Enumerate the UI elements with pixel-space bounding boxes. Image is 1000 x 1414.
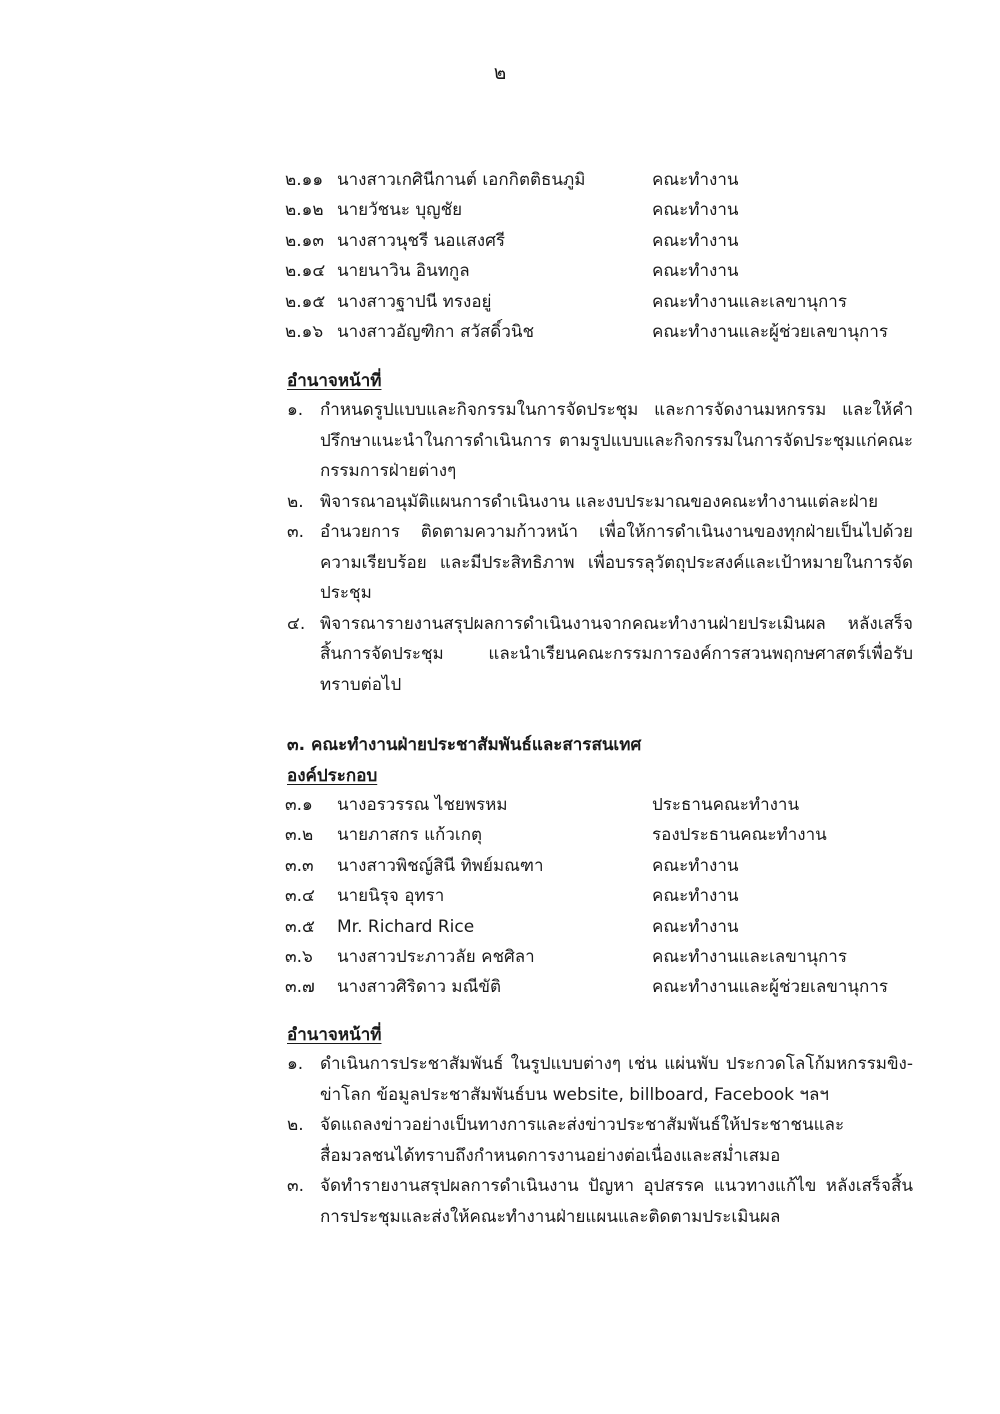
duty-number: ๒.: [287, 491, 304, 512]
section3-duties-list: [287, 1049, 913, 1232]
member-number: ๓.๑: [285, 795, 313, 815]
section3-composition-heading: องค์ประกอบ: [287, 766, 378, 786]
member-row: [285, 881, 925, 911]
member-number: ๓.๗: [285, 977, 315, 998]
member-role: คณะทำงาน: [652, 261, 739, 282]
duty-item: [287, 1049, 913, 1110]
member-number: ๓.๕: [285, 916, 315, 937]
member-row: [285, 851, 925, 881]
member-name: นายนิรุจ อุทรา: [337, 886, 445, 907]
duty-text: จัดทำรายงานสรุปผลการดำเนินงาน ปัญหา อุปสรรค แนวทางแก้ไข หลังเสร็จสิ้นการประชุมและส่งให้คณะทำงานฝ่ายแผนและติดตามประเมินผล: [320, 1176, 913, 1227]
member-row: [285, 256, 925, 286]
duty-number: ๒.: [287, 1115, 304, 1135]
member-row: [285, 226, 925, 256]
member-role: ประธานคณะทำงาน: [652, 795, 800, 815]
section2-duties-list: [287, 395, 913, 700]
section3-member-list: [285, 790, 925, 1003]
duty-item: [287, 395, 913, 487]
member-role: รองประธานคณะทำงาน: [652, 825, 827, 846]
member-row: [285, 317, 925, 347]
member-role: คณะทำงาน: [652, 200, 739, 221]
member-number: ๓.๔: [285, 886, 315, 907]
member-row: [285, 820, 925, 850]
member-number: ๒.๑๖: [285, 321, 324, 342]
member-name: นางสาวศิริดาว มณีขัติ: [337, 977, 502, 998]
member-row: [285, 287, 925, 317]
member-name: นางสาวอัญฑิกา สวัสดิ์วนิช: [337, 321, 535, 342]
duty-number: ๑.: [287, 1054, 304, 1074]
page-number: ๒: [493, 62, 507, 84]
duty-item: [287, 1110, 913, 1171]
member-number: ๒.๑๒: [285, 200, 324, 221]
section3-duties-heading: อำนาจหน้าที่: [287, 1025, 382, 1045]
member-row: [285, 972, 925, 1002]
member-role: คณะทำงาน: [652, 170, 739, 190]
member-name: นางสาวประภาวลัย คชศิลา: [337, 946, 535, 967]
member-role: คณะทำงาน: [652, 855, 739, 876]
member-name: นางสาวพิชญ์สินี ทิพย์มณฑา: [337, 855, 544, 876]
duty-item: [287, 1171, 913, 1232]
duty-text: พิจารณาอนุมัติแผนการดำเนินงาน และงบประมาณของคณะทำงานแต่ละฝ่าย: [320, 491, 879, 512]
duty-number: ๑.: [287, 400, 304, 420]
member-row: [285, 912, 925, 942]
member-role: คณะทำงานและผู้ช่วยเลขานุการ: [652, 977, 888, 998]
member-role: คณะทำงาน: [652, 916, 739, 937]
member-row: [285, 942, 925, 972]
member-row: [285, 790, 925, 820]
duty-text: จัดแถลงข่าวอย่างเป็นทางการและส่งข่าวประชาสัมพันธ์ให้ประชาชนและสื่อมวลชนได้ทราบถึงกำหนดการงานอย่างต่อเนื่องและสม่ำเสมอ: [320, 1115, 845, 1166]
section2-duties-heading: อำนาจหน้าที่: [287, 371, 382, 391]
duty-text: กำหนดรูปแบบและกิจกรรมในการจัดประชุม และการจัดงานมหกรรม และให้คำปรึกษาแนะนำในการดำเนินการ ตามรูปแบบและกิจกรรมในการจัดประชุมแก่คณะกรรมการฝ่ายต่างๆ: [320, 400, 913, 481]
duty-text: ดำเนินการประชาสัมพันธ์ ในรูปแบบต่างๆ เช่น แผ่นพับ ประกวดโลโก้มหกรรมขิง-ข่าโลก ข้อมูลประชาสัมพันธ์บน website, billboard, Facebook ฯลฯ: [320, 1054, 913, 1105]
member-number: ๒.๑๓: [285, 230, 325, 251]
duty-text: พิจารณารายงานสรุปผลการดำเนินงานจากคณะทำงานฝ่ายประเมินผล หลังเสร็จสิ้นการจัดประชุม และนำเรียนคณะกรรมการองค์การสวนพฤกษศาสตร์เพื่อรับทราบต่อไป: [320, 613, 913, 695]
member-name: นางสาวนุชรี นอแสงศรี: [337, 230, 506, 251]
duty-item: [287, 609, 913, 701]
member-name: นายภาสกร แก้วเกตุ: [337, 825, 483, 846]
duty-item: [287, 517, 913, 609]
section3-title: ๓. คณะทำงานฝ่ายประชาสัมพันธ์และสารสนเทศ: [287, 735, 642, 755]
member-role: คณะทำงาน: [652, 886, 739, 907]
duty-number: ๔.: [287, 613, 306, 634]
member-name: นายนาวิน อินทกูล: [337, 261, 470, 282]
member-number: ๓.๖: [285, 946, 313, 967]
member-name: นายวัชนะ บุญชัย: [337, 200, 463, 221]
member-role: คณะทำงานและผู้ช่วยเลขานุการ: [652, 321, 888, 342]
member-number: ๒.๑๔: [285, 261, 326, 282]
duty-number: ๓.: [287, 1176, 305, 1196]
member-number: ๓.๒: [285, 825, 314, 846]
member-name: นางสาวฐาปนี ทรงอยู่: [337, 291, 492, 312]
member-row: [285, 195, 925, 225]
member-role: คณะทำงาน: [652, 230, 739, 251]
member-name: นางสาวเกศินีกานต์ เอกกิตติธนภูมิ: [337, 170, 586, 190]
member-name: Mr. Richard Rice: [337, 916, 475, 937]
member-number: ๓.๓: [285, 855, 314, 876]
section2-member-list: [285, 165, 925, 347]
duty-number: ๓.: [287, 522, 305, 542]
member-name: นางอรวรรณ ไชยพรหม: [337, 795, 508, 815]
member-role: คณะทำงานและเลขานุการ: [652, 946, 847, 967]
member-role: คณะทำงานและเลขานุการ: [652, 291, 847, 312]
member-number: ๒.๑๕: [285, 291, 326, 312]
member-number: ๒.๑๑: [285, 170, 324, 190]
duty-text: อำนวยการ ติดตามความก้าวหน้า เพื่อให้การดำเนินงานของทุกฝ่ายเป็นไปด้วยความเรียบร้อย และมีประสิทธิภาพ เพื่อบรรลุวัตถุประสงค์และเป้าหมายในการจัดประชุม: [320, 522, 913, 603]
duty-item: [287, 487, 913, 518]
member-row: [285, 165, 925, 195]
